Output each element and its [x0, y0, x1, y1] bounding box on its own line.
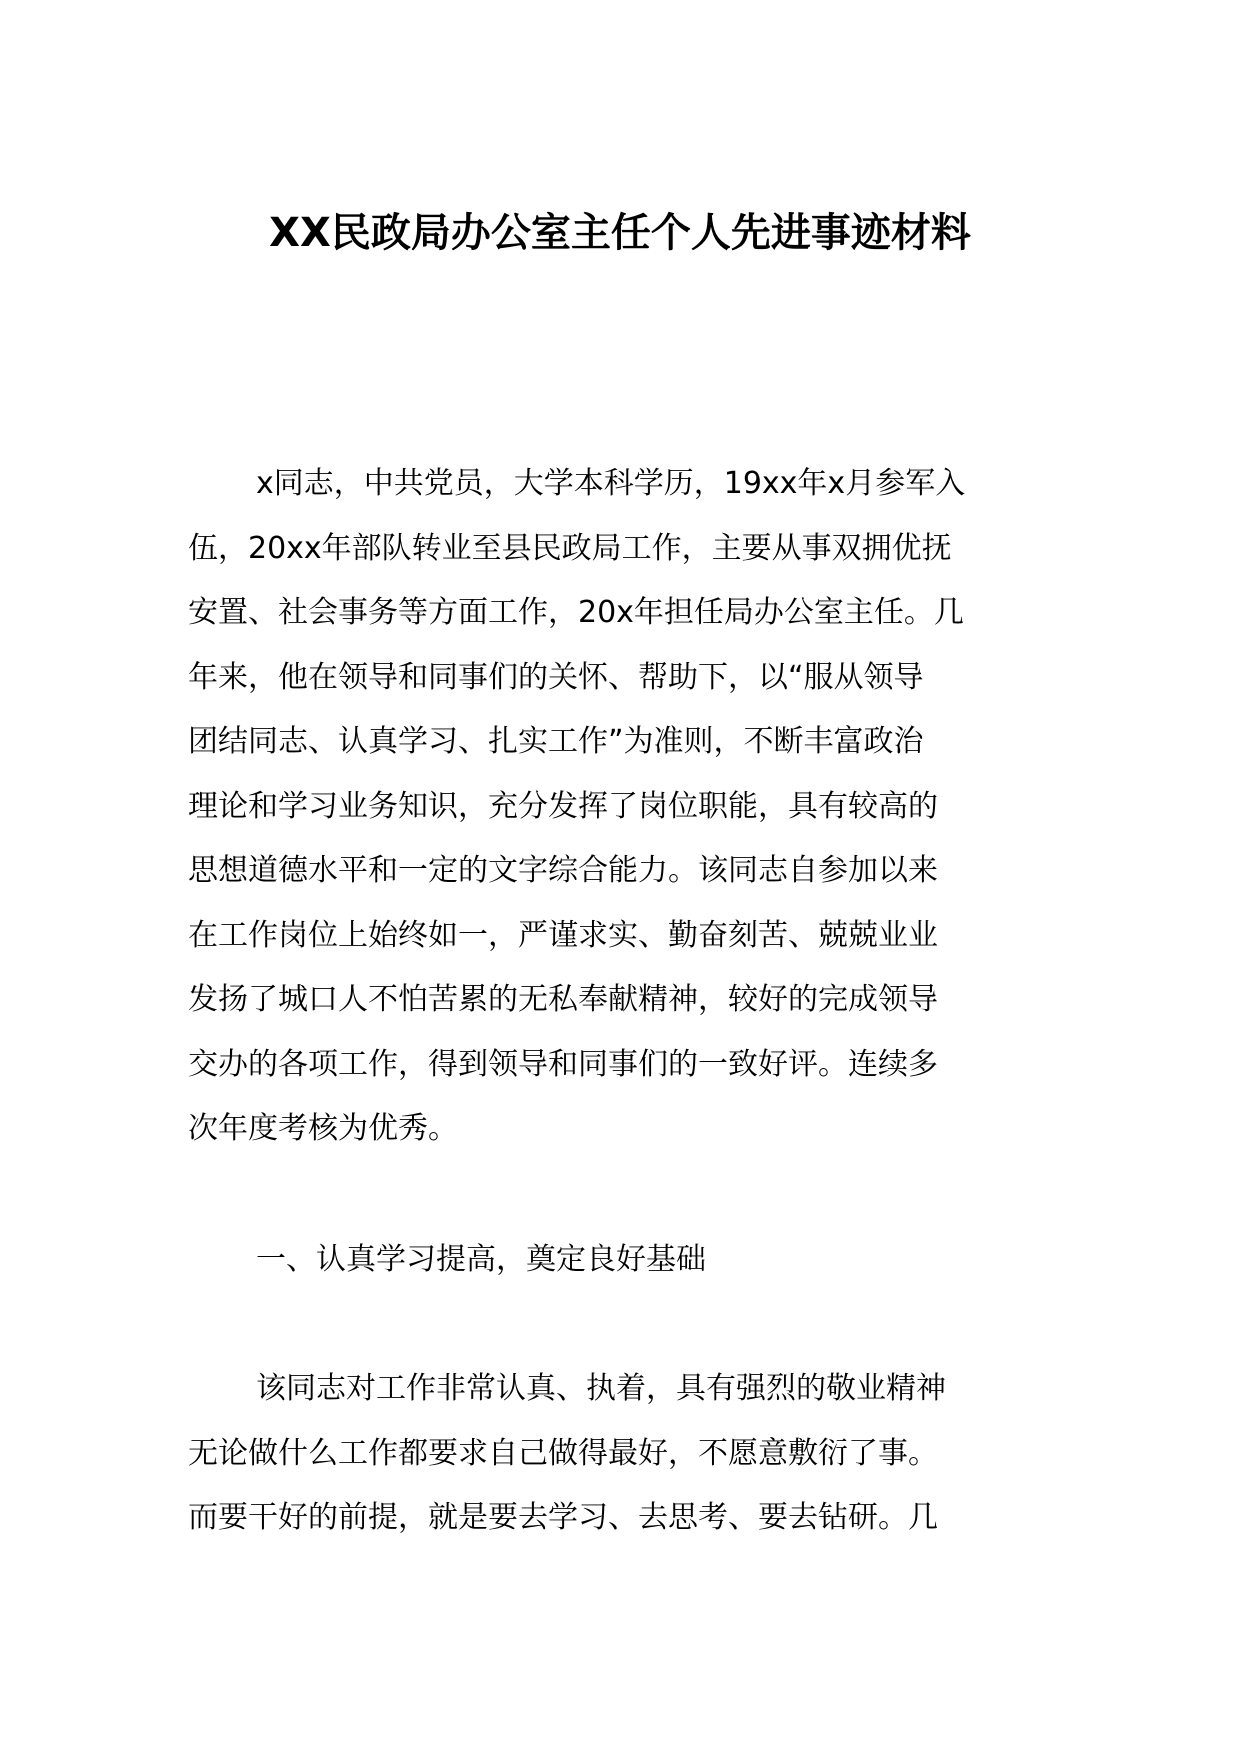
section-paragraph: [188, 1357, 1058, 1551]
section-heading: [188, 1228, 1058, 1293]
paragraph-line: 安置、社会事务等方面工作，20x年担任局办公室主任。几: [188, 595, 964, 630]
paragraph-line: 发扬了城口人不怕苦累的无私奉献精神，较好的完成领导: [188, 982, 938, 1017]
section-heading-text: 一、认真学习提高，奠定良好基础: [256, 1242, 706, 1277]
paragraph-line: 而要干好的前提，就是要去学习、去思考、要去钻研。几: [188, 1500, 938, 1535]
paragraph-line: 无论做什么工作都要求自己做得最好，不愿意敷衍了事。: [188, 1435, 938, 1471]
paragraph-line: 该同志对工作非常认真、执着，具有强烈的敬业精神: [256, 1371, 946, 1406]
paragraph-line: 理论和学习业务知识，充分发挥了岗位职能，具有较高的: [188, 788, 938, 824]
paragraph-line: 团结同志、认真学习、扎实工作”为准则，不断丰富政治: [188, 724, 924, 759]
paragraph-line: 交办的各项工作，得到领导和同事们的一致好评。连续多: [188, 1046, 938, 1082]
intro-paragraph: [188, 452, 1058, 1162]
paragraph-line: 在工作岗位上始终如一，严谨求实、勤奋刻苦、兢兢业业: [188, 917, 938, 953]
paragraph-line: 次年度考核为优秀。: [188, 1111, 458, 1146]
paragraph-line: 思想道德水平和一定的文字综合能力。该同志自参加以来: [188, 853, 938, 888]
paragraph-line: 年来，他在领导和同事们的关怀、帮助下，以“服从领导: [188, 659, 924, 695]
paragraph-line: x同志，中共党员，大学本科学历，19xx年x月参军入: [256, 466, 966, 501]
paragraph-line: 伍，20xx年部队转业至县民政局工作，主要从事双拥优抚: [188, 530, 952, 566]
document-title: XX民政局办公室主任个人先进事迹材料: [269, 210, 971, 256]
